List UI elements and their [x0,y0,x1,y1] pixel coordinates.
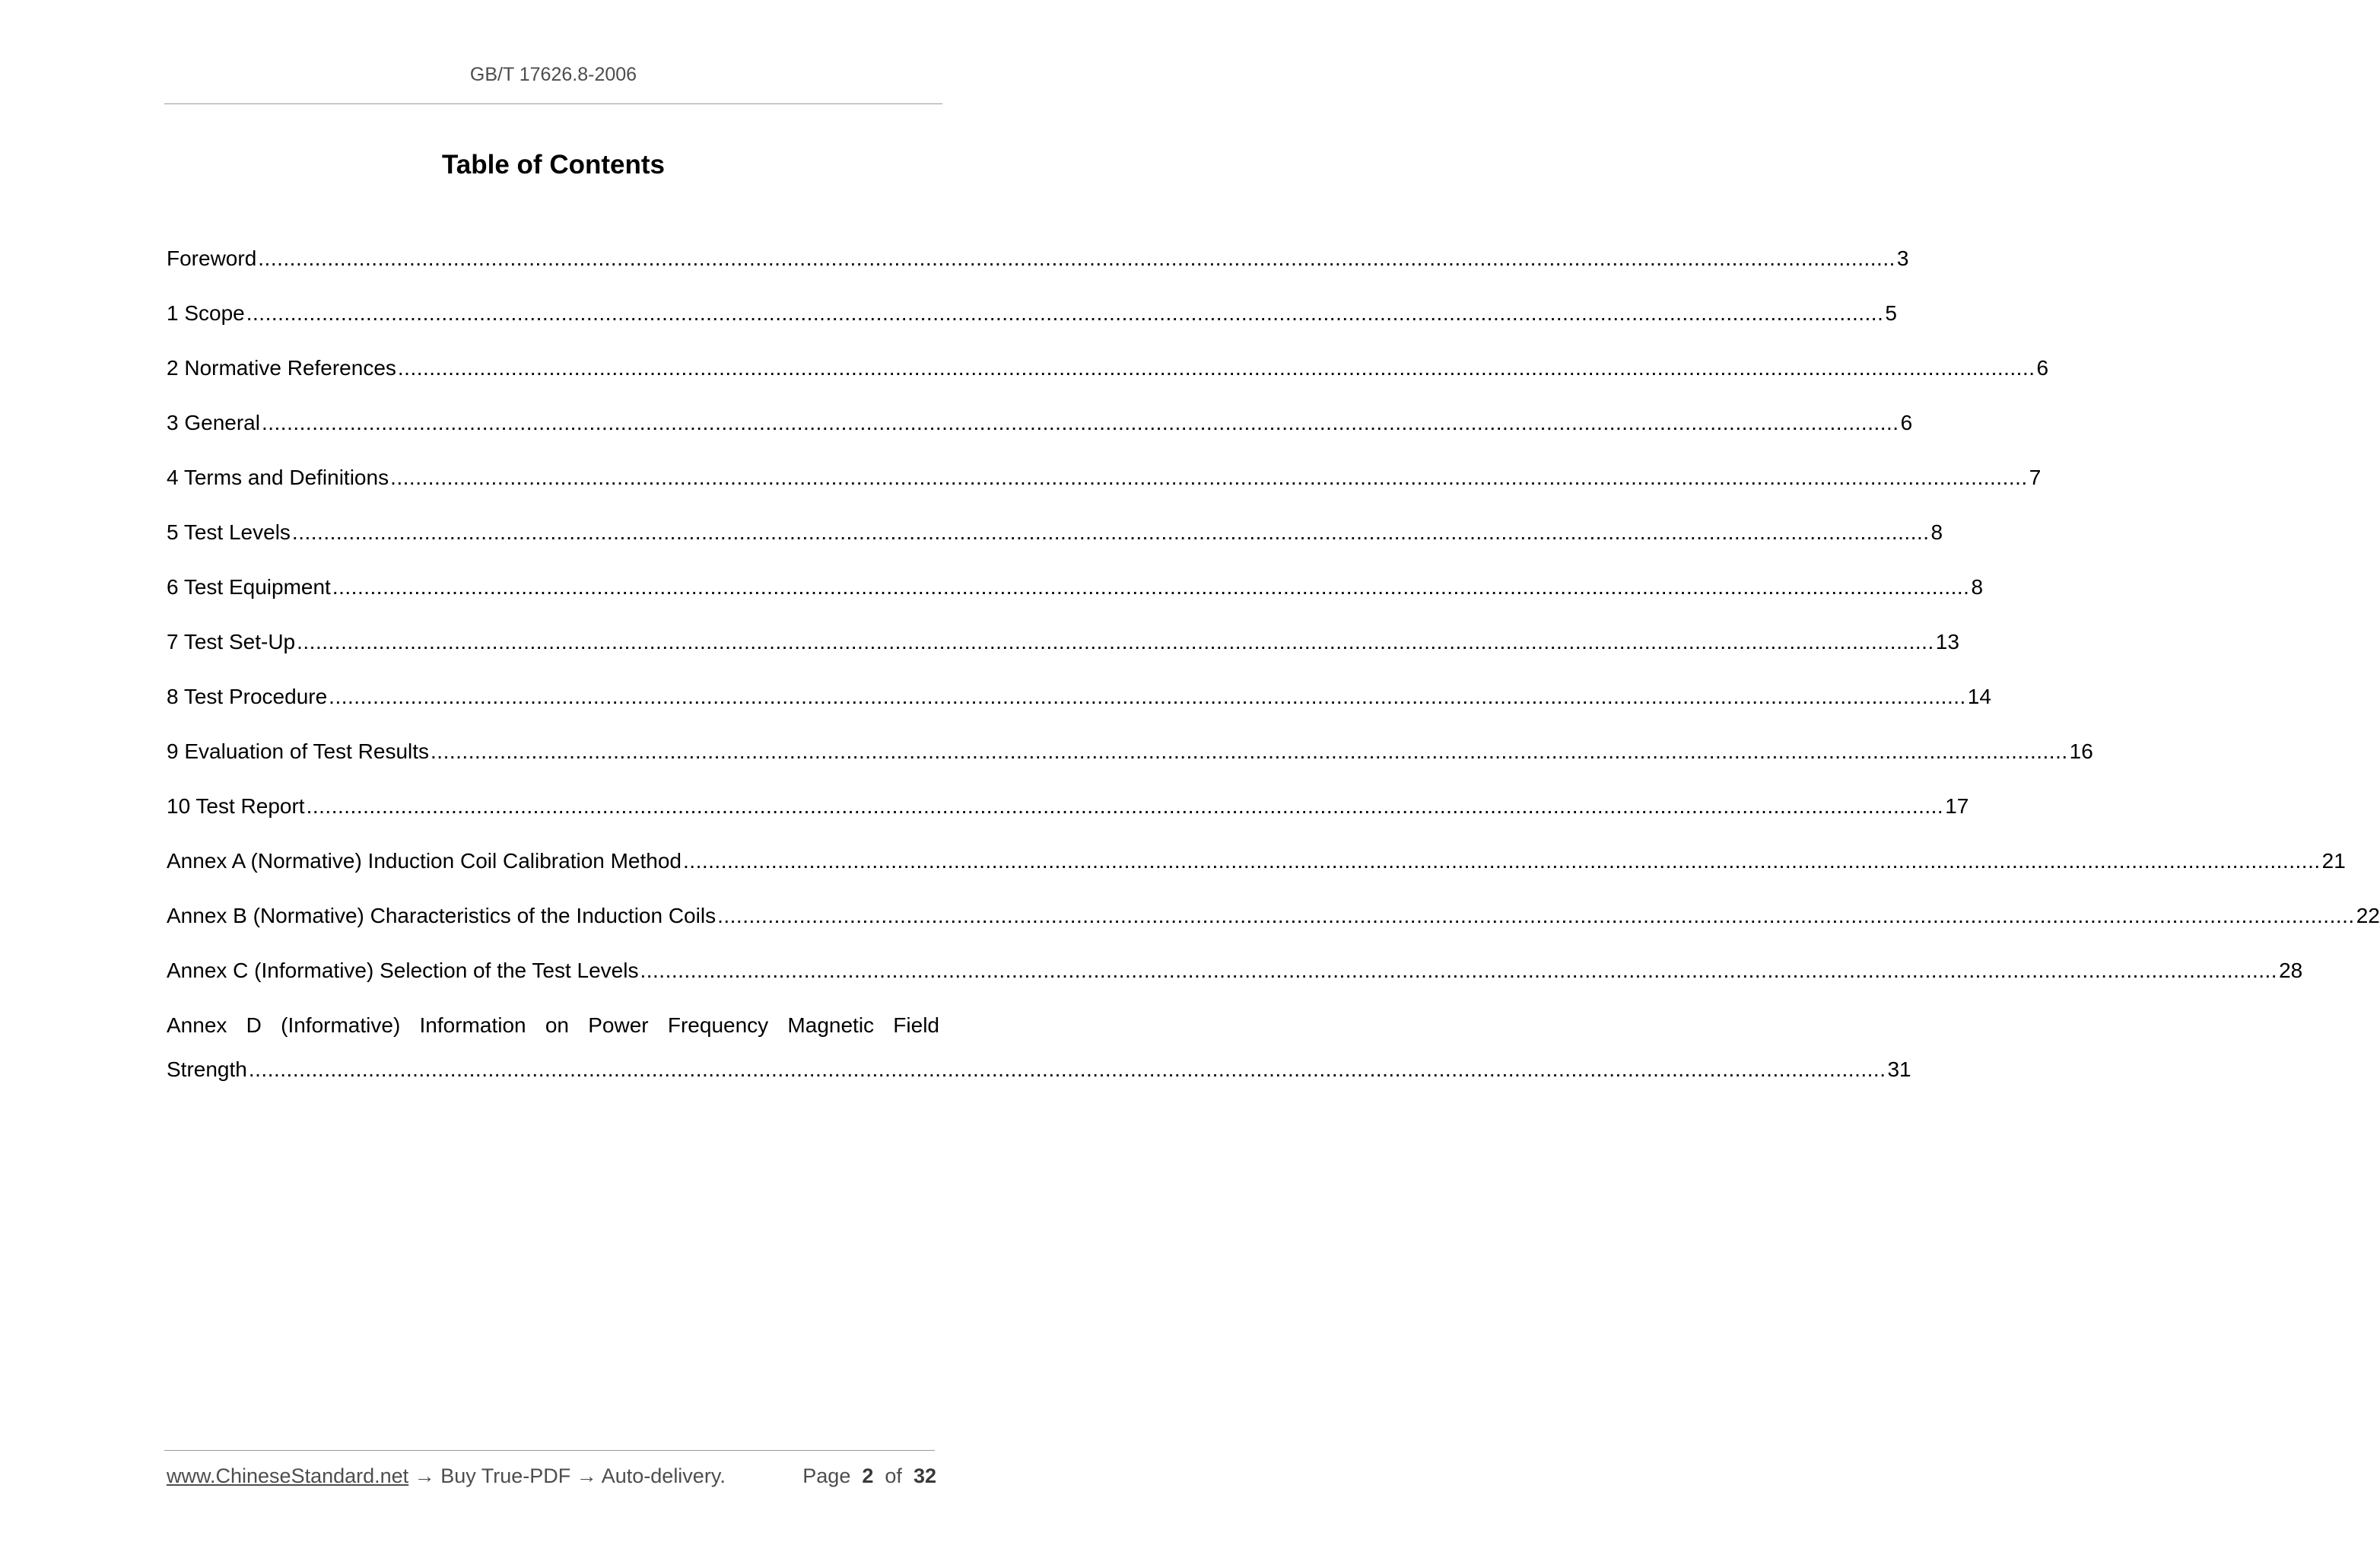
toc-entry-label: 6 Test Equipment [167,575,331,599]
toc-entry-normative-references[interactable] [167,351,2049,406]
toc-leader-dots: .................................................................................................................................................................................................................................................................... [261,411,1899,434]
toc-entry-page: 3 [1896,246,1909,270]
toc-entry-test-levels[interactable] [167,516,1943,571]
toc-entry-label: Annex C (Informative) Selection of the Test Levels [167,959,639,982]
toc-entry-label: 2 Normative References [167,356,396,380]
toc-leader-dots: .................................................................................................................................................................................................................................................................... [640,959,2278,982]
toc-entry-label: 7 Test Set-Up [167,630,296,653]
toc-entry-page: 28 [2279,959,2303,982]
toc-title: Table of Contents [442,150,665,180]
toc-list [167,242,2380,1100]
toc-entry-label: 10 Test Report [167,794,305,818]
toc-leader-dots: .................................................................................................................................................................................................................................................................... [390,466,2028,489]
toc-entry-label: Annex D (Informative) Information on Power Frequency Magnetic Field [167,1013,939,1037]
toc-entry-label: 9 Evaluation of Test Results [167,739,430,763]
toc-entry-annex-a[interactable] [167,844,2346,899]
page-counter [802,1464,936,1488]
toc-leader-dots: .................................................................................................................................................................................................................................................................... [397,356,2035,380]
toc-entry-page: 21 [2321,849,2346,873]
toc-entry-label: 8 Test Procedure [167,685,328,708]
toc-entry-label: Annex B (Normative) Characteristics of the Induction Coils [167,904,717,927]
toc-entry-page: 13 [1935,630,1959,653]
toc-entry-page: 14 [1967,685,1991,708]
toc-entry-annex-d[interactable] [167,1009,1911,1100]
current-page-number: 2 [862,1464,874,1487]
footer-divider [164,1450,935,1451]
page-header: GB/T 17626.8-2006 [469,64,637,85]
toc-entry-foreword[interactable] [167,242,1909,297]
toc-leader-dots: .................................................................................................................................................................................................................................................................... [248,1057,1886,1081]
of-word: of [885,1464,902,1487]
toc-entry-page: 6 [2036,356,2049,380]
footer-tagline: → Buy True-PDF → Auto-delivery. [408,1464,726,1487]
toc-entry-page: 8 [1930,520,1943,544]
toc-entry-label: 3 General [167,411,260,434]
toc-leader-dots: .................................................................................................................................................................................................................................................................... [431,739,2068,763]
toc-leader-dots: .................................................................................................................................................................................................................................................................... [246,301,1884,325]
toc-entry-label: 5 Test Levels [167,520,291,544]
toc-entry-page: 5 [1885,301,1897,325]
toc-leader-dots: .................................................................................................................................................................................................................................................................... [291,520,1930,544]
toc-entry-label: Annex A (Normative) Induction Coil Calibration Method [167,849,682,873]
toc-entry-test-set-up[interactable] [167,625,1959,680]
toc-leader-dots: .................................................................................................................................................................................................................................................................... [332,575,1970,599]
toc-leader-dots: .................................................................................................................................................................................................................................................................... [306,794,1944,818]
header-divider [164,103,942,104]
toc-entry-page: 7 [2029,466,2042,489]
toc-entry-label: 4 Terms and Definitions [167,466,389,489]
page-footer [167,1464,936,1488]
total-pages-number: 32 [913,1464,936,1487]
website-link[interactable]: www.ChineseStandard.net [167,1464,409,1487]
toc-entry-annex-c[interactable] [167,954,2303,1009]
toc-entry-label-continued: Strength [167,1057,247,1081]
toc-entry-page: 6 [1900,411,1913,434]
toc-entry-evaluation[interactable] [167,735,2093,790]
toc-leader-dots: .................................................................................................................................................................................................................................................................... [297,630,1934,653]
toc-entry-page: 8 [1971,575,1984,599]
toc-leader-dots: .................................................................................................................................................................................................................................................................... [717,904,2355,927]
toc-entry-page: 17 [1945,794,1969,818]
toc-leader-dots: .................................................................................................................................................................................................................................................................... [258,246,1895,270]
toc-entry-page: 16 [2069,739,2093,763]
toc-entry-label: 1 Scope [167,301,245,325]
toc-entry-label: Foreword [167,246,257,270]
toc-entry-annex-b[interactable] [167,899,2380,954]
toc-leader-dots: .................................................................................................................................................................................................................................................................... [683,849,2321,873]
toc-entry-general[interactable] [167,406,1913,461]
footer-promo [167,1464,726,1488]
toc-entry-test-procedure[interactable] [167,680,1991,735]
toc-entry-test-report[interactable] [167,790,1969,844]
toc-entry-terms-definitions[interactable] [167,461,2042,516]
toc-entry-scope[interactable] [167,297,1897,351]
toc-entry-test-equipment[interactable] [167,571,1984,625]
page-word: Page [802,1464,851,1487]
toc-entry-page: 31 [1887,1057,1911,1081]
toc-leader-dots: .................................................................................................................................................................................................................................................................... [329,685,1966,708]
toc-entry-page: 22 [2356,904,2380,927]
